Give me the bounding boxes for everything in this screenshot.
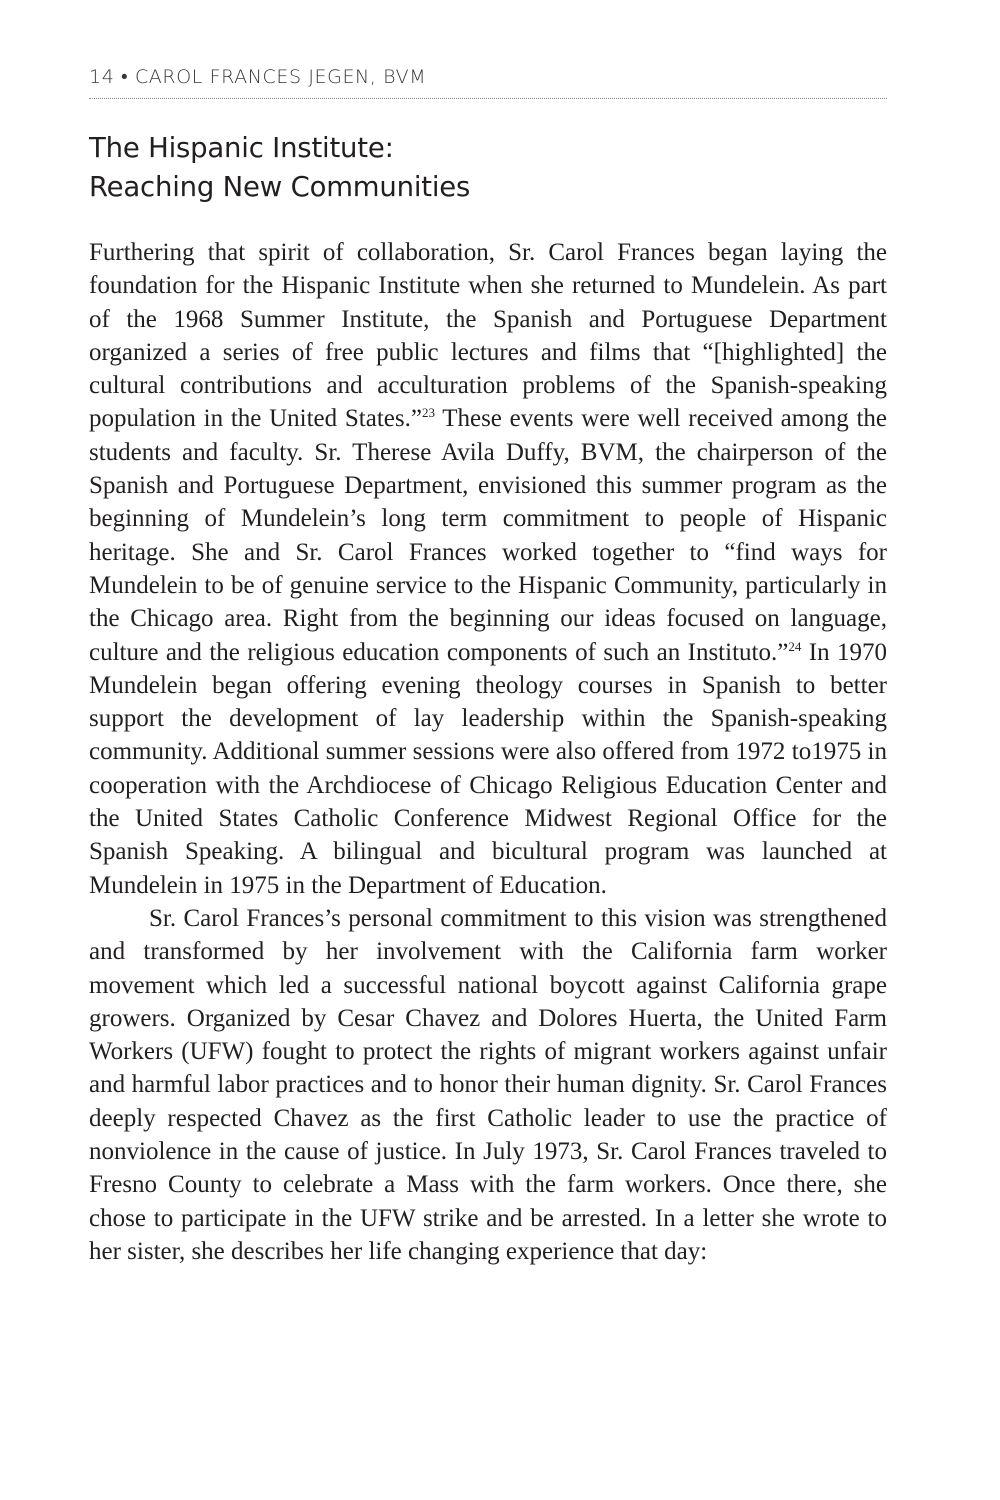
paragraph-1-part-2: These events were well received among the students and faculty. Sr. Therese Avila Duffy, BVM, the chairperson of the Spanish and Portuguese Department, envisioned this summer program as the beginning of Mundelein’s long term commitment to people of Hispanic heritage. She and Sr. Carol Frances worked together to “find ways for Mundelein to be of genuine service to the Hispanic Community, particularly in the Chicago area. Right from the beginning our ideas focused on language, culture and the religious education components of such an Instituto.” — [89, 405, 887, 666]
section-title — [89, 129, 887, 207]
running-head-title: CAROL FRANCES JEGEN, BVM — [134, 66, 427, 88]
page-number: 14 — [89, 66, 115, 88]
paragraph-1 — [89, 236, 887, 902]
section-title-line-2: Reaching New Communities — [89, 171, 471, 203]
header-dotted-rule — [89, 98, 887, 99]
paragraph-1-part-3: In 1970 Mundelein began offering evening theology courses in Spanish to better support the development of lay leadership within the Spanish-speaking community. Additional summer sessions were also offered from 1972 to1975 in cooperation with the Archdiocese of Chicago Religious Education Center and the United States Catholic Conference Midwest Regional Office for the Spanish Speaking. A bilingual and bicultural program was launched at Mundelein in 1975 in the Department of Education. — [89, 638, 887, 899]
running-head-separator: • — [121, 66, 129, 88]
footnote-ref-24[interactable]: 24 — [788, 638, 802, 654]
paragraph-2: Sr. Carol Frances’s personal commitment to this vision was strengthened and transformed by her involvement with the California farm worker movement which led a successful national boycott against California grape growers. Organized by Cesar Chavez and Dolores Huerta, the United Farm Workers (UFW) fought to protect the rights of migrant workers against unfair and harmful labor practices and to honor their human dignity. Sr. Carol Frances deeply respected Chavez as the first Catholic leader to use the practice of nonviolence in the cause of justice. In July 1973, Sr. Carol Frances traveled to Fresno County to celebrate a Mass with the farm workers. Once there, she chose to participate in the UFW strike and be arrested. In a letter she wrote to her sister, she describes her life changing experience that day: — [89, 904, 887, 1265]
section-title-line-1: The Hispanic Institute: — [89, 132, 394, 164]
footnote-ref-23[interactable]: 23 — [421, 405, 435, 421]
book-page — [89, 62, 887, 1268]
paragraph-1-part-1: Furthering that spirit of collaboration, Sr. Carol Frances began laying the foundation for the Hispanic Institute when she returned to Mundelein. As part of the 1968 Summer Institute, the Spanish and Portuguese Department organized a series of free public lectures and films that “[highlighted] the cultural contributions and acculturation problems of the Spanish-speaking population in the United States.” — [89, 239, 887, 433]
body-text — [89, 236, 887, 1268]
running-head — [89, 62, 887, 92]
